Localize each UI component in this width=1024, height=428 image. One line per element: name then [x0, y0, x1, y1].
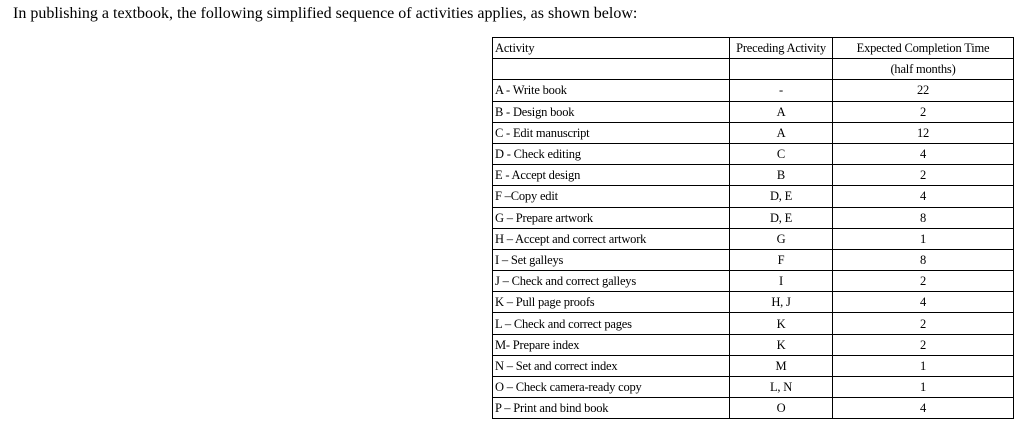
- time-cell: 2: [833, 334, 1014, 355]
- time-cell: 8: [833, 207, 1014, 228]
- preceding-cell: D, E: [730, 207, 833, 228]
- header-preceding-activity: Preceding Activity: [730, 38, 833, 59]
- preceding-cell: I: [730, 271, 833, 292]
- table-row: [493, 186, 1014, 207]
- activity-cell: G – Prepare artwork: [493, 207, 730, 228]
- table-row: [493, 143, 1014, 164]
- activity-cell: K – Pull page proofs: [493, 292, 730, 313]
- activity-cell: O – Check camera-ready copy: [493, 377, 730, 398]
- preceding-cell: C: [730, 143, 833, 164]
- activity-cell: N – Set and correct index: [493, 355, 730, 376]
- time-cell: 8: [833, 249, 1014, 270]
- preceding-cell: F: [730, 249, 833, 270]
- table-row: [493, 398, 1014, 419]
- table-row: [493, 101, 1014, 122]
- table-row: [493, 165, 1014, 186]
- header-completion-time: Expected Completion Time: [833, 38, 1014, 59]
- table-row: [493, 80, 1014, 101]
- header-empty-cell: [493, 59, 730, 80]
- header-time-unit: (half months): [833, 59, 1014, 80]
- header-empty-cell: [730, 59, 833, 80]
- table-header-row: [493, 38, 1014, 59]
- table-row: [493, 292, 1014, 313]
- activity-cell: D - Check editing: [493, 143, 730, 164]
- time-cell: 1: [833, 228, 1014, 249]
- time-cell: 1: [833, 377, 1014, 398]
- time-cell: 4: [833, 398, 1014, 419]
- time-cell: 1: [833, 355, 1014, 376]
- preceding-cell: L, N: [730, 377, 833, 398]
- table-row: [493, 271, 1014, 292]
- activity-cell: J – Check and correct galleys: [493, 271, 730, 292]
- activity-cell: E - Accept design: [493, 165, 730, 186]
- time-cell: 2: [833, 101, 1014, 122]
- activity-cell: B - Design book: [493, 101, 730, 122]
- intro-text: In publishing a textbook, the following simplified sequence of activities applies, as shown below:: [13, 5, 638, 22]
- preceding-cell: D, E: [730, 186, 833, 207]
- time-cell: 2: [833, 313, 1014, 334]
- preceding-cell: G: [730, 228, 833, 249]
- activity-cell: I – Set galleys: [493, 249, 730, 270]
- time-cell: 4: [833, 186, 1014, 207]
- preceding-cell: A: [730, 122, 833, 143]
- table-row: [493, 355, 1014, 376]
- table-row: [493, 313, 1014, 334]
- time-cell: 4: [833, 143, 1014, 164]
- table-row: [493, 377, 1014, 398]
- activity-cell: M- Prepare index: [493, 334, 730, 355]
- time-cell: 2: [833, 271, 1014, 292]
- table-row: [493, 249, 1014, 270]
- header-activity: Activity: [493, 38, 730, 59]
- table-row: [493, 207, 1014, 228]
- table-row: [493, 228, 1014, 249]
- activity-cell: C - Edit manuscript: [493, 122, 730, 143]
- preceding-cell: B: [730, 165, 833, 186]
- table-header-unit-row: [493, 59, 1014, 80]
- preceding-cell: H, J: [730, 292, 833, 313]
- time-cell: 4: [833, 292, 1014, 313]
- preceding-cell: O: [730, 398, 833, 419]
- preceding-cell: M: [730, 355, 833, 376]
- preceding-cell: K: [730, 313, 833, 334]
- table-row: [493, 334, 1014, 355]
- time-cell: 12: [833, 122, 1014, 143]
- preceding-cell: -: [730, 80, 833, 101]
- preceding-cell: K: [730, 334, 833, 355]
- activity-cell: H – Accept and correct artwork: [493, 228, 730, 249]
- activity-table: [492, 37, 1014, 419]
- activity-cell: P – Print and bind book: [493, 398, 730, 419]
- activity-cell: A - Write book: [493, 80, 730, 101]
- activity-cell: L – Check and correct pages: [493, 313, 730, 334]
- table-row: [493, 122, 1014, 143]
- preceding-cell: A: [730, 101, 833, 122]
- time-cell: 2: [833, 165, 1014, 186]
- activity-cell: F –Copy edit: [493, 186, 730, 207]
- time-cell: 22: [833, 80, 1014, 101]
